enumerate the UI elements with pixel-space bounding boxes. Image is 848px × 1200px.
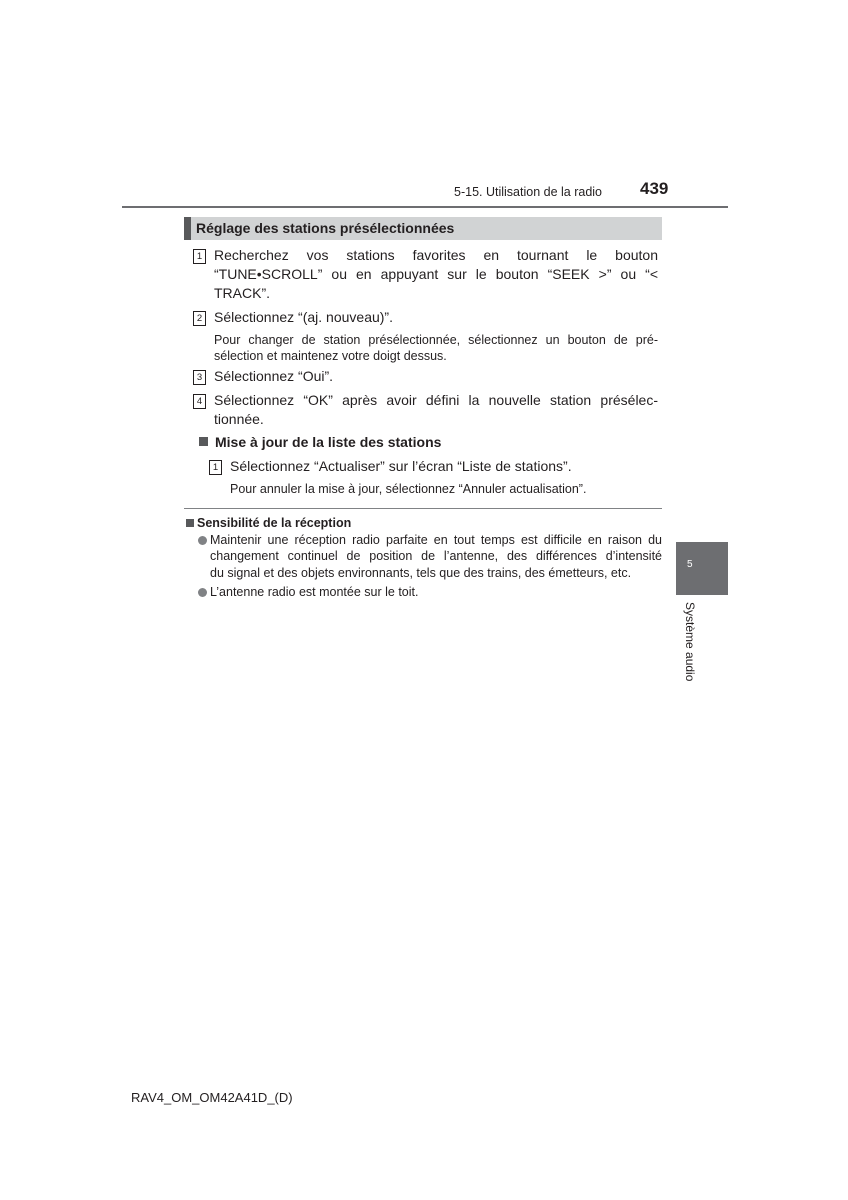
- step-1-line-2: “TUNE•SCROLL” ou en appuyant sur le bouton “SEEK >” ou “<: [214, 266, 658, 282]
- step-number-box: 3: [193, 370, 206, 385]
- header-rule: [122, 206, 728, 208]
- chapter-tab-number: 5: [687, 559, 693, 570]
- info-title: Sensibilité de la réception: [197, 516, 352, 530]
- step-4-line-1: Sélectionnez “OK” après avoir défini la nouvelle station présélec-: [214, 392, 658, 408]
- page-number: 439: [640, 179, 669, 198]
- step-number-box: 4: [193, 394, 206, 409]
- step-2-text: Sélectionnez “(aj. nouveau)”.: [214, 309, 393, 325]
- info-bullet-1-line-3: du signal et des objets environnants, tels que des trains, des émetteurs, etc.: [210, 566, 632, 580]
- step-2-note-line-1: Pour changer de station présélectionnée, sélectionnez un bouton de pré-: [214, 333, 658, 347]
- footer-code: RAV4_OM_OM42A41D_(D): [131, 1090, 293, 1105]
- divider: [184, 508, 662, 509]
- step-number-box: 2: [193, 311, 206, 326]
- step-number-box: 1: [209, 460, 222, 475]
- subsection-title: Mise à jour de la liste des stations: [215, 434, 442, 450]
- subsection-square-icon: [199, 437, 208, 446]
- step-1-line-3: TRACK”.: [214, 285, 270, 301]
- info-square-icon: [186, 519, 194, 527]
- step-1-line-1: Recherchez vos stations favorites en tournant le bouton: [214, 247, 658, 263]
- info-bullet-1-line-2: changement continuel de position de l’antenne, des différences d’intensité: [210, 549, 662, 563]
- subsection-step-note: Pour annuler la mise à jour, sélectionnez “Annuler actualisation”.: [230, 482, 587, 496]
- section-title: Réglage des stations présélectionnées: [196, 220, 455, 236]
- chapter-tab: [676, 542, 728, 595]
- bullet-dot-icon: [198, 536, 207, 545]
- info-bullet-1-line-1: Maintenir une réception radio parfaite en tout temps est difficile en raison du: [210, 533, 662, 547]
- step-2-note-line-2: sélection et maintenez votre doigt dessus.: [214, 349, 447, 363]
- subsection-step-text: Sélectionnez “Actualiser” sur l’écran “Liste de stations”.: [230, 458, 572, 474]
- step-4-line-2: tionnée.: [214, 411, 264, 427]
- step-3-text: Sélectionnez “Oui”.: [214, 368, 334, 384]
- step-number-box: 1: [193, 249, 206, 264]
- bullet-dot-icon: [198, 588, 207, 597]
- chapter-side-label: Système audio: [683, 602, 697, 682]
- chapter-heading: 5-15. Utilisation de la radio: [454, 185, 602, 199]
- info-bullet-2: L’antenne radio est montée sur le toit.: [210, 585, 419, 599]
